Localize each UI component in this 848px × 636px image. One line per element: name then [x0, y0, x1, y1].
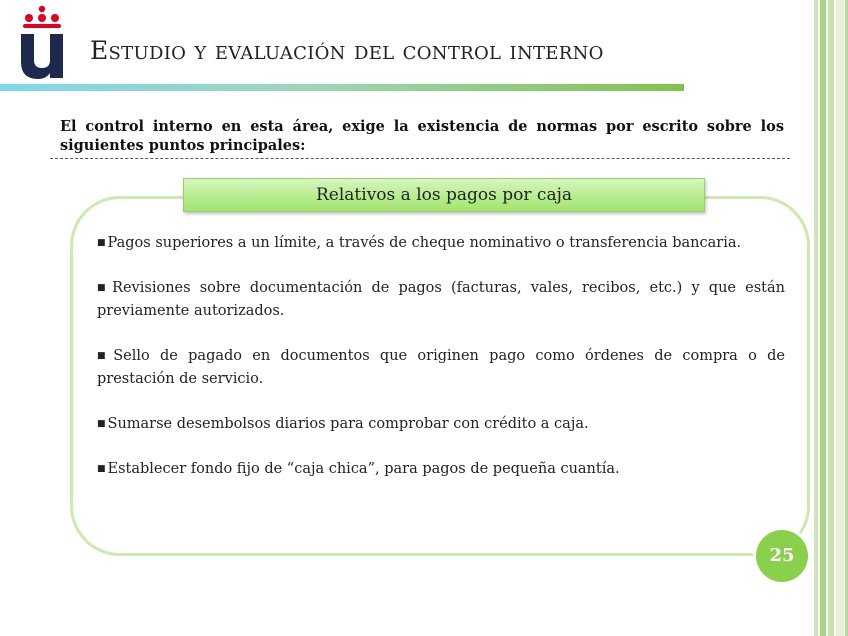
dashed-divider: [50, 158, 790, 159]
university-logo-icon: [18, 4, 66, 80]
title-underline: [0, 84, 684, 91]
list-item: [97, 458, 785, 481]
list-item: [97, 232, 785, 255]
list-item-text: Sello de pagado en documentos que originen pago como órdenes de compra o de prestación de servicio.: [97, 348, 785, 387]
list-item: [97, 277, 785, 323]
square-bullet-icon: ■: [97, 238, 106, 248]
list-item-text: Pagos superiores a un límite, a través de cheque nominativo o transferencia bancaria.: [107, 235, 742, 251]
page-number-badge: 25: [756, 530, 808, 582]
list-item-text: Establecer fondo fijo de “caja chica”, para pagos de pequeña cuantía.: [107, 461, 620, 477]
bullet-list: [97, 232, 785, 503]
list-item-text: Revisiones sobre documentación de pagos (facturas, vales, recibos, etc.) y que están previamente autorizados.: [97, 280, 785, 319]
decorative-stripes: [810, 0, 848, 636]
intro-paragraph: El control interno en esta área, exige la existencia de normas por escrito sobre los siguientes puntos principales:: [60, 118, 784, 154]
square-bullet-icon: ■: [97, 351, 112, 361]
list-item: [97, 413, 785, 436]
list-item-text: Sumarse desembolsos diarios para comprobar con crédito a caja.: [107, 416, 589, 432]
square-bullet-icon: ■: [97, 419, 106, 429]
slide-title: Estudio y evaluación del control interno: [90, 36, 604, 65]
section-label: Relativos a los pagos por caja: [183, 178, 705, 212]
square-bullet-icon: ■: [97, 283, 111, 293]
list-item: [97, 345, 785, 391]
square-bullet-icon: ■: [97, 464, 106, 474]
